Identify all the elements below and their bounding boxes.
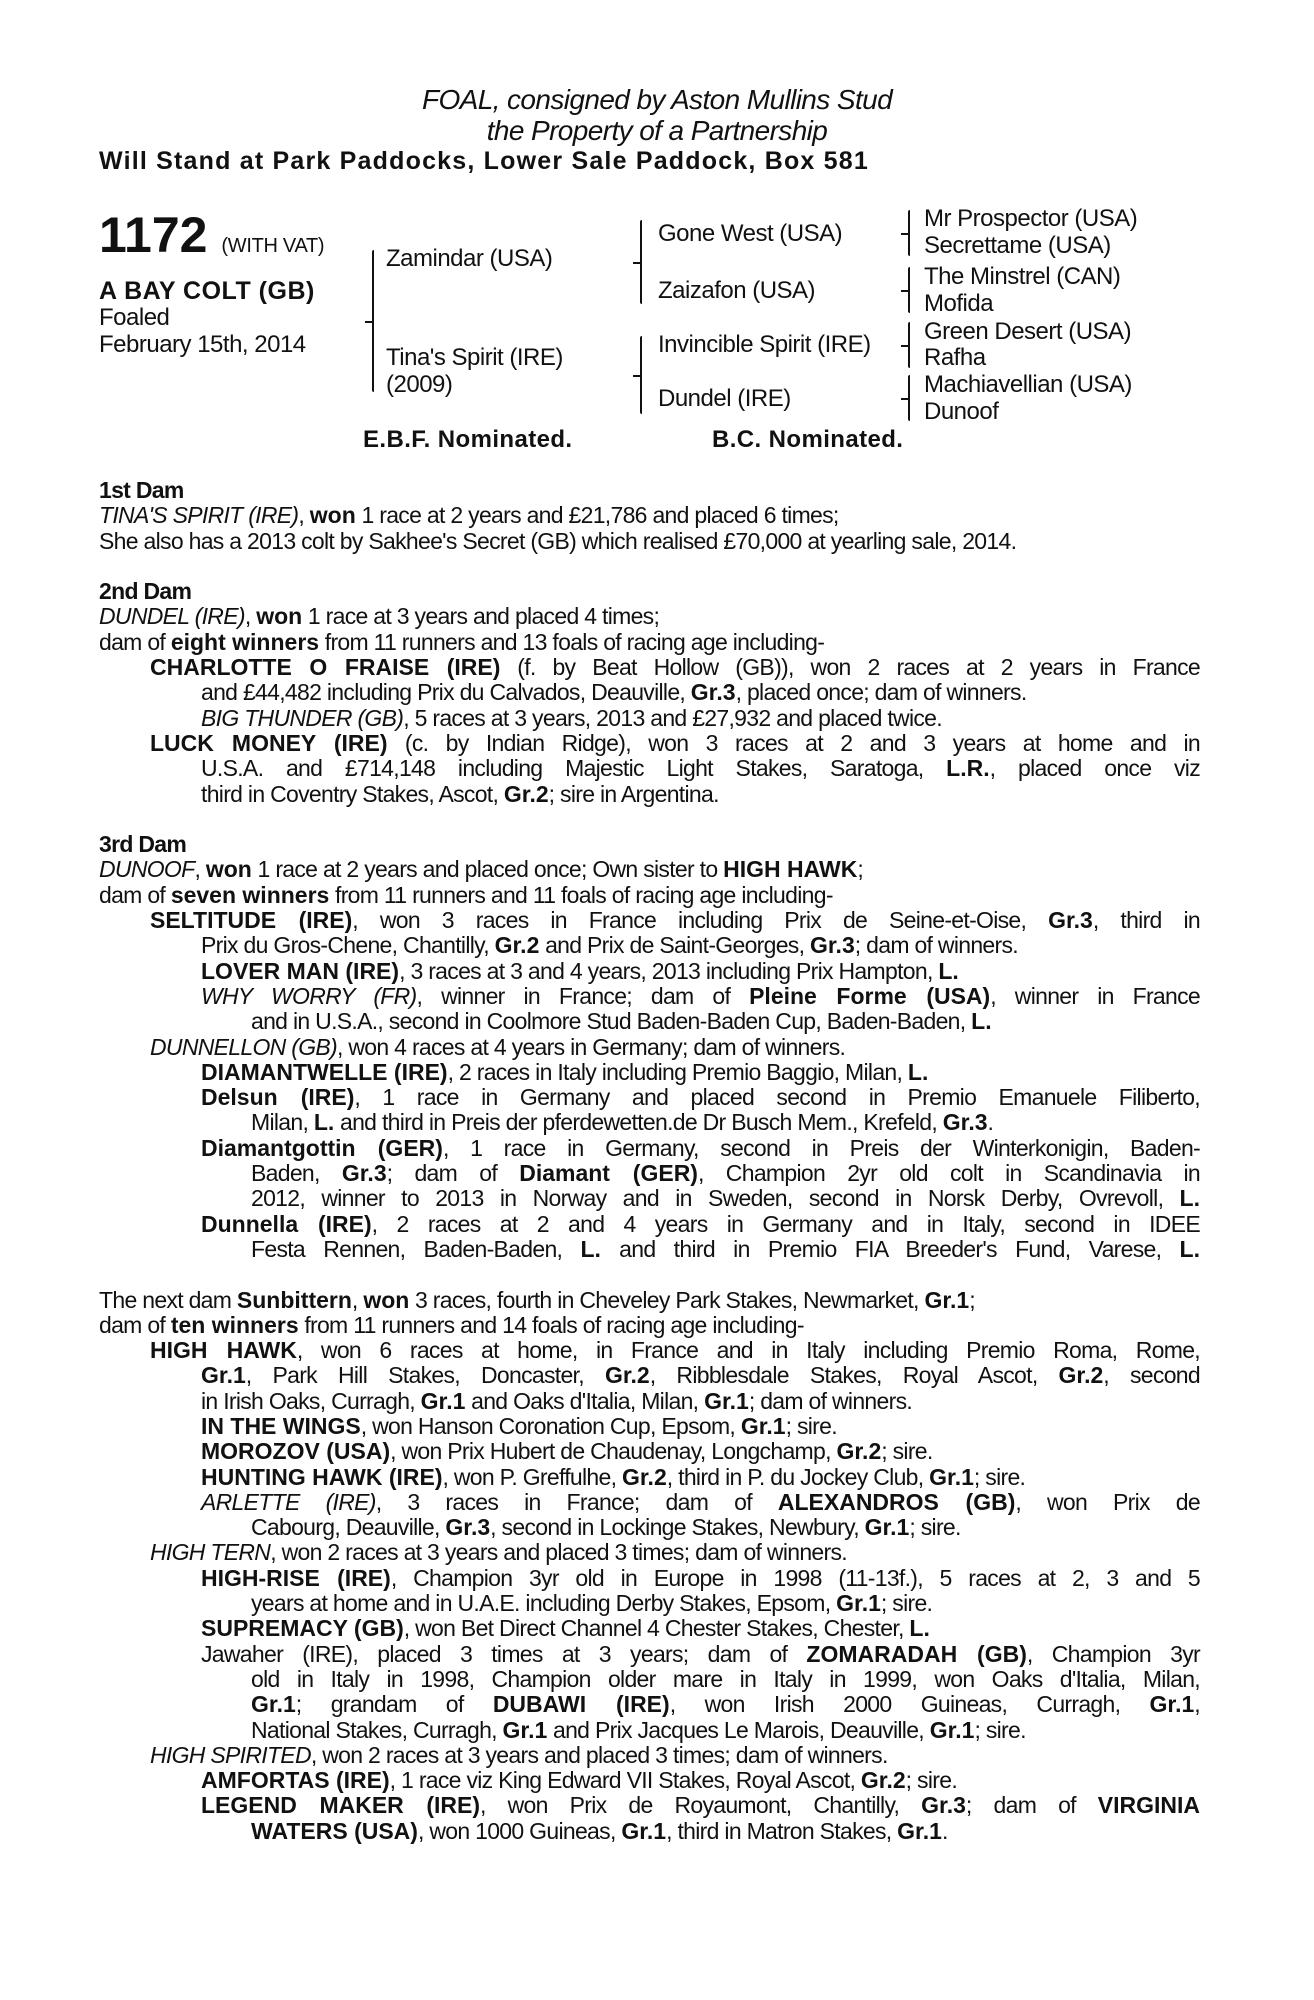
record-line xyxy=(99,1009,1200,1034)
record-line xyxy=(99,655,1200,680)
text: , placed once viz xyxy=(989,755,1200,782)
foaled-label: Foaled xyxy=(99,304,170,331)
bold-text: seven winners xyxy=(170,881,330,908)
pedigree-bracket xyxy=(372,250,374,392)
bold-text: won xyxy=(363,1286,410,1313)
pedigree-dam-sire: Invincible Spirit (IRE) xyxy=(658,331,871,358)
text: ; sire. xyxy=(905,1767,958,1794)
pedigree-bracket xyxy=(640,336,642,414)
italic-text: DUNNELLON (GB) xyxy=(150,1033,338,1060)
text: Festa Rennen, Baden-Baden, xyxy=(251,1235,581,1262)
bold-text: L. xyxy=(971,1008,992,1035)
dam-section xyxy=(99,478,1200,554)
record-line xyxy=(99,1768,1200,1793)
text: Cabourg, Deauville, xyxy=(251,1514,446,1541)
italic-text: DUNOOF xyxy=(99,856,195,883)
bold-text: Gr.2 xyxy=(836,1438,882,1465)
text: ; dam of xyxy=(386,1160,520,1187)
bold-text: L. xyxy=(1179,1185,1200,1212)
text: , won Prix Hubert de Chaudenay, Longchamp, xyxy=(390,1438,837,1465)
bold-text: Diamant (GER) xyxy=(519,1160,698,1187)
pedigree-sss: Mr Prospector (USA) xyxy=(924,205,1138,232)
bold-text: L.R. xyxy=(946,755,990,782)
record-line xyxy=(99,1566,1200,1591)
section-heading: 1st Dam xyxy=(99,477,184,503)
record-line xyxy=(99,1085,1200,1110)
pedigree-bracket xyxy=(908,322,910,368)
pedigree-bracket xyxy=(908,267,910,313)
text: . xyxy=(987,1109,994,1136)
bold-text: Gr.2 xyxy=(503,780,549,807)
text: , won Irish 2000 Guineas, Curragh, xyxy=(669,1691,1150,1718)
text: , won 2 races at 3 years and placed 3 times; dam of winners. xyxy=(310,1741,888,1768)
bold-text: DIAMANTWELLE (IRE) xyxy=(201,1058,448,1085)
italic-text: ARLETTE (IRE) xyxy=(201,1488,376,1515)
text: , 1 race viz King Edward VII Stakes, Royal Ascot, xyxy=(389,1767,861,1794)
bold-text: L. xyxy=(907,1058,929,1085)
bold-text: Gr.1 xyxy=(420,1387,466,1414)
section-heading: 3rd Dam xyxy=(99,831,187,858)
text: , won P. Greffulhe, xyxy=(442,1463,622,1490)
text: Milan, xyxy=(251,1109,314,1136)
text: , Ribblesdale Stakes, Royal Ascot, xyxy=(649,1362,1059,1389)
text: 1 race at 2 years and £21,786 and placed 6 times; xyxy=(355,502,839,529)
bold-text: Gr.1 xyxy=(929,1463,974,1490)
text: , xyxy=(244,603,257,630)
bold-text: L. xyxy=(909,1615,930,1642)
pedigree-bracket xyxy=(908,375,910,421)
text: , second in Lockinge Stakes, Newbury, xyxy=(490,1514,865,1541)
bc-nominated: B.C. Nominated. xyxy=(712,426,904,453)
dam-section xyxy=(99,832,1200,1262)
text: 2012, winner to 2013 in Norway and in Sweden, second in Norsk Derby, Ovrevoll, xyxy=(251,1185,1180,1212)
record-line xyxy=(99,933,1200,958)
bold-text: Gr.1 xyxy=(502,1716,548,1743)
pedigree-bracket xyxy=(640,220,642,304)
text: old in Italy in 1998, Champion older mare in Italy in 1999, won Oaks d'Italia, Milan, xyxy=(251,1665,1200,1692)
record-line xyxy=(99,1338,1200,1363)
text: National Stakes, Curragh, xyxy=(251,1716,503,1743)
bold-text: L. xyxy=(580,1235,601,1262)
record-line xyxy=(99,1389,1200,1414)
record-line xyxy=(99,1616,1200,1641)
text: and third in Preis der pferdewetten.de Dr Busch Mem., Krefeld, xyxy=(334,1109,943,1136)
text: , xyxy=(194,856,206,883)
record-line xyxy=(99,1490,1200,1515)
record-line xyxy=(99,1591,1200,1616)
bold-text: Gr.2 xyxy=(621,1463,667,1490)
bold-text: Gr.1 xyxy=(621,1817,667,1844)
text: , Champion 3yr xyxy=(1026,1640,1200,1667)
text: dam of xyxy=(99,881,171,908)
bold-text: L. xyxy=(938,957,959,984)
text: , second xyxy=(1103,1362,1200,1389)
record-line xyxy=(99,1161,1200,1186)
text: and Prix de Saint-Georges, xyxy=(539,932,810,959)
bold-text: Gr.2 xyxy=(860,1767,906,1794)
text: , 5 races at 3 years, 2013 and £27,932 and placed twice. xyxy=(403,704,942,731)
text: , won 4 races at 4 years in Germany; dam of winners. xyxy=(337,1033,846,1060)
text: Jawaher (IRE), placed 3 times at 3 years; dam of xyxy=(201,1640,807,1667)
pedigree-sdd: Mofida xyxy=(924,290,994,317)
record-line xyxy=(99,857,1200,882)
bold-text: VIRGINIA xyxy=(1097,1792,1200,1819)
text: 3 races, fourth in Cheveley Park Stakes, Newmarket, xyxy=(409,1286,925,1313)
text: She also has a 2013 colt by Sakhee's Secret (GB) which realised £70,000 at yearling sale, 2014. xyxy=(99,527,1017,554)
italic-text: DUNDEL (IRE) xyxy=(99,603,245,630)
bold-text: Gr.1 xyxy=(836,1590,881,1617)
bold-text: Gr.2 xyxy=(604,1362,650,1389)
italic-text: BIG THUNDER (GB) xyxy=(201,704,404,731)
section-heading: 2nd Dam xyxy=(99,578,192,605)
bold-text: Gr.3 xyxy=(942,1109,988,1136)
bold-text: Gr.1 xyxy=(929,1716,975,1743)
bold-text: LUCK MONEY (IRE) xyxy=(150,729,388,756)
bold-text: Gr.3 xyxy=(1048,907,1093,934)
text: (f. by Beat Hollow (GB)), won 2 races at 2 years in France xyxy=(500,654,1200,681)
text: U.S.A. and £714,148 including Majestic Light Stakes, Saratoga, xyxy=(201,755,947,782)
bold-text: Gr.1 xyxy=(740,1412,786,1439)
text: from 11 runners and 13 foals of racing age including- xyxy=(319,628,825,655)
vat-note: (WITH VAT) xyxy=(221,235,325,257)
text: and Prix Jacques Le Marois, Deauville, xyxy=(547,1716,930,1743)
pedigree-dds: Machiavellian (USA) xyxy=(924,371,1132,398)
text: , Park Hill Stakes, Doncaster, xyxy=(245,1362,605,1389)
pedigree-dam-year: (2009) xyxy=(386,371,453,398)
record-line xyxy=(99,883,1200,908)
bold-text: ZOMARADAH (GB) xyxy=(806,1640,1027,1667)
record-line xyxy=(99,1718,1200,1743)
bold-text: won xyxy=(309,502,356,529)
record-line xyxy=(99,1819,1200,1844)
bold-text: HIGH HAWK xyxy=(150,1337,297,1364)
text: , 1 race in Germany, second in Preis der Winterkonigin, Baden- xyxy=(442,1134,1200,1161)
record-line xyxy=(99,630,1200,655)
pedigree-sire-sire: Gone West (USA) xyxy=(658,220,843,247)
text: third in Coventry Stakes, Ascot, xyxy=(201,780,504,807)
record-line xyxy=(99,1793,1200,1818)
text: Prix du Gros-Chene, Chantilly, xyxy=(201,932,495,959)
record-line xyxy=(99,1035,1200,1060)
bold-text: SUPREMACY (GB) xyxy=(201,1615,404,1642)
text: , 1 race in Germany and placed second in Premio Emanuele Filiberto, xyxy=(354,1084,1200,1111)
record-line xyxy=(99,503,1200,528)
pedigree-ddd: Dunoof xyxy=(924,398,999,425)
text: , winner in France xyxy=(990,982,1201,1009)
bold-text: Delsun (IRE) xyxy=(201,1084,355,1111)
text: , Champion 2yr old colt in Scandinavia in xyxy=(697,1160,1201,1187)
text: ; sire in Argentina. xyxy=(548,780,719,807)
record-line xyxy=(99,1237,1200,1262)
bold-text: LEGEND MAKER (IRE) xyxy=(201,1792,481,1819)
text: ; sire. xyxy=(881,1438,933,1465)
text: , 3 races in France; dam of xyxy=(375,1488,778,1515)
text: ; sire. xyxy=(974,1716,1026,1743)
lot-title: A BAY COLT (GB) xyxy=(99,277,315,305)
record-line xyxy=(99,908,1200,933)
bold-text: Gr.1 xyxy=(704,1387,749,1414)
bold-text: Gr.3 xyxy=(341,1160,387,1187)
text: , won 3 races in France including Prix de Seine-et-Oise, xyxy=(352,907,1049,934)
pedigree-ssd: Secrettame (USA) xyxy=(924,232,1111,259)
bold-text: Diamantgottin (GER) xyxy=(201,1134,443,1161)
bold-text: MOROZOV (USA) xyxy=(201,1438,391,1465)
bold-text: won xyxy=(205,856,252,883)
text: , won 6 races at home, in France and in Italy including Premio Roma, Rome, xyxy=(296,1337,1200,1364)
bold-text: Gr.3 xyxy=(809,932,855,959)
text: and third in Premio FIA Breeder's Fund, Varese, xyxy=(600,1235,1180,1262)
consignor-line: FOAL, consigned by Aston Mullins Stud xyxy=(421,84,893,115)
text: and Oaks d'Italia, Milan, xyxy=(465,1387,705,1414)
pedigree-dam: Tina's Spirit (IRE) xyxy=(386,344,563,371)
record-line xyxy=(99,1439,1200,1464)
bold-text: Gr.1 xyxy=(897,1817,942,1844)
bold-text: won xyxy=(256,603,303,630)
text: , won Hanson Coronation Cup, Epsom, xyxy=(360,1412,741,1439)
bold-text: Gr.3 xyxy=(921,1792,966,1819)
text: , third in Matron Stakes, xyxy=(666,1817,898,1844)
record-line xyxy=(99,680,1200,705)
record-line xyxy=(99,731,1200,756)
text: , Champion 3yr old in Europe in 1998 (11-13f.), 5 races at 2, 3 and 5 xyxy=(390,1564,1200,1591)
text: 1 race at 2 years and placed once; Own sister to xyxy=(251,856,724,883)
text: ; dam of xyxy=(965,1792,1098,1819)
bold-text: WATERS (USA) xyxy=(251,1817,418,1844)
record-line xyxy=(99,959,1200,984)
text: , xyxy=(1194,1691,1200,1718)
record-line xyxy=(99,1363,1200,1388)
text: , 2 races in Italy including Premio Baggio, Milan, xyxy=(447,1058,908,1085)
stand-location: Will Stand at Park Paddocks, Lower Sale Paddock, Box 581 xyxy=(99,147,869,175)
text: ; sire. xyxy=(785,1412,837,1439)
text: ; sire. xyxy=(880,1590,933,1617)
text: , 3 races at 3 and 4 years, 2013 including Prix Hampton, xyxy=(399,957,939,984)
text: , placed once; dam of winners. xyxy=(735,679,1027,706)
text: , xyxy=(298,502,310,529)
catalogue-body xyxy=(99,478,1200,1869)
pedigree-sire: Zamindar (USA) xyxy=(386,245,553,272)
text: ; xyxy=(857,856,864,883)
bold-text: L. xyxy=(1179,1235,1200,1262)
bold-text: IN THE WINGS xyxy=(201,1412,361,1439)
italic-text: HIGH TERN xyxy=(150,1539,271,1566)
text: , won Prix de xyxy=(1015,1488,1200,1515)
bold-text: CHARLOTTE O FRAISE (IRE) xyxy=(150,654,501,681)
lot-number: 1172 xyxy=(99,207,208,263)
text: , third in xyxy=(1092,907,1200,934)
record-line xyxy=(99,706,1200,731)
bold-text: Gr.1 xyxy=(1149,1691,1195,1718)
bold-text: HIGH HAWK xyxy=(723,856,858,883)
dam-section xyxy=(99,579,1200,807)
text: ; sire. xyxy=(909,1514,961,1541)
text: . xyxy=(941,1817,948,1844)
bold-text: L. xyxy=(313,1109,335,1136)
bold-text: Gr.1 xyxy=(251,1691,296,1718)
record-line xyxy=(99,1667,1200,1692)
lot-number-block xyxy=(99,206,324,264)
pedigree-bracket xyxy=(908,210,910,256)
record-line xyxy=(99,1313,1200,1338)
record-line xyxy=(99,984,1200,1009)
bold-text: Gr.2 xyxy=(1058,1362,1104,1389)
pedigree-dam-dam: Dundel (IRE) xyxy=(658,385,791,412)
text: ; dam of winners. xyxy=(748,1387,913,1414)
record-line xyxy=(99,756,1200,781)
bold-text: Dunnella (IRE) xyxy=(201,1210,372,1237)
text: from 11 runners and 11 foals of racing age including- xyxy=(329,881,833,908)
record-line xyxy=(99,1110,1200,1135)
text: ; grandam of xyxy=(295,1691,493,1718)
text: , won Bet Direct Channel 4 Chester Stakes, Chester, xyxy=(403,1615,910,1642)
record-line xyxy=(99,1136,1200,1161)
bold-text: Gr.3 xyxy=(690,679,736,706)
property-line: the Property of a Partnership xyxy=(486,115,828,146)
text: from 11 runners and 14 foals of racing age including- xyxy=(298,1311,804,1338)
foaled-date: February 15th, 2014 xyxy=(99,331,306,358)
text: , 2 races at 2 and 4 years in Germany and in Italy, second in IDEE xyxy=(371,1210,1200,1237)
bold-text: eight winners xyxy=(170,628,320,655)
bold-text: Gr.3 xyxy=(445,1514,491,1541)
bold-text: HUNTING HAWK (IRE) xyxy=(201,1463,443,1490)
bold-text: ALEXANDROS (GB) xyxy=(777,1488,1016,1515)
record-line xyxy=(99,1465,1200,1490)
record-line xyxy=(99,1642,1200,1667)
record-line xyxy=(99,1186,1200,1211)
bold-text: Gr.2 xyxy=(494,932,540,959)
record-line xyxy=(99,529,1200,554)
ebf-nominated: E.B.F. Nominated. xyxy=(363,426,573,453)
bold-text: Pleine Forme (USA) xyxy=(749,982,991,1009)
text: ; dam of winners. xyxy=(854,932,1018,959)
pedigree-dsd: Rafha xyxy=(924,344,986,371)
bold-text: AMFORTAS (IRE) xyxy=(201,1767,390,1794)
text: in Irish Oaks, Curragh, xyxy=(201,1387,421,1414)
text: 1 race at 3 years and placed 4 times; xyxy=(302,603,660,630)
record-line xyxy=(99,604,1200,629)
text: and £44,482 including Prix du Calvados, Deauville, xyxy=(201,679,691,706)
italic-text: TINA'S SPIRIT (IRE) xyxy=(99,502,299,529)
text: , won 1000 Guineas, xyxy=(417,1817,622,1844)
record-line xyxy=(99,1288,1200,1313)
text: The next dam xyxy=(99,1286,237,1313)
text: and in U.S.A., second in Coolmore Stud Baden-Baden Cup, Baden-Baden, xyxy=(251,1008,972,1035)
bold-text: SELTITUDE (IRE) xyxy=(150,907,353,934)
text: dam of xyxy=(99,628,171,655)
text: , won 2 races at 3 years and placed 3 times; dam of winners. xyxy=(270,1539,847,1566)
italic-text: HIGH SPIRITED xyxy=(150,1741,311,1768)
bold-text: Gr.1 xyxy=(864,1514,910,1541)
record-line xyxy=(99,1540,1200,1565)
record-line xyxy=(99,1515,1200,1540)
text: , winner in France; dam of xyxy=(416,982,750,1009)
text: Baden, xyxy=(251,1160,342,1187)
text: , xyxy=(351,1286,364,1313)
text: dam of xyxy=(99,1311,171,1338)
record-line xyxy=(99,1212,1200,1237)
text: years at home and in U.A.E. including Derby Stakes, Epsom, xyxy=(251,1590,837,1617)
record-line xyxy=(99,1692,1200,1717)
record-line xyxy=(99,1414,1200,1439)
text: ; sire. xyxy=(973,1463,1026,1490)
pedigree-sds: The Minstrel (CAN) xyxy=(924,263,1121,290)
record-line xyxy=(99,1060,1200,1085)
bold-text: HIGH-RISE (IRE) xyxy=(201,1564,391,1591)
text: (c. by Indian Ridge), won 3 races at 2 and 3 years at home and in xyxy=(387,729,1201,756)
text: , won Prix de Royaumont, Chantilly, xyxy=(480,1792,922,1819)
bold-text: Gr.1 xyxy=(924,1286,970,1313)
bold-text: DUBAWI (IRE) xyxy=(492,1691,670,1718)
record-line xyxy=(99,1743,1200,1768)
bold-text: LOVER MAN (IRE) xyxy=(201,957,400,984)
dam-section xyxy=(99,1288,1200,1845)
text: , third in P. du Jockey Club, xyxy=(666,1463,930,1490)
pedigree-dss: Green Desert (USA) xyxy=(924,318,1132,345)
bold-text: Sunbittern xyxy=(236,1286,352,1313)
record-line xyxy=(99,782,1200,807)
bold-text: ten winners xyxy=(170,1311,299,1338)
bold-text: Gr.1 xyxy=(201,1362,246,1389)
text: ; xyxy=(969,1286,975,1313)
pedigree-sire-dam: Zaizafon (USA) xyxy=(658,277,816,304)
italic-text: WHY WORRY (FR) xyxy=(201,982,417,1009)
